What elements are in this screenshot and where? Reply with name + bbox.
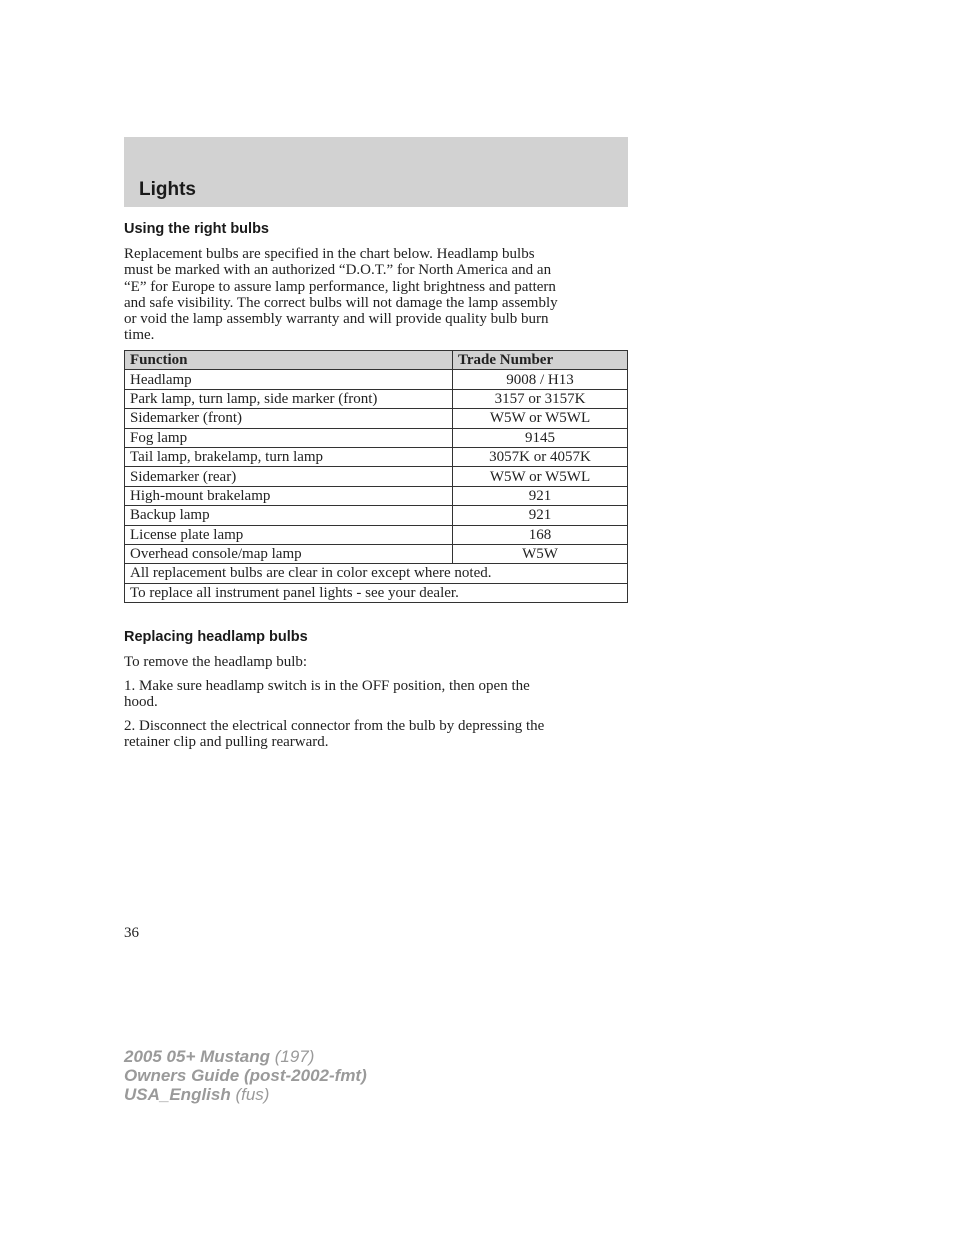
trade-number-cell: W5W or W5WL	[453, 467, 628, 486]
intro-line: Replacement bulbs are specified in the chart below. Headlamp bulbs	[124, 246, 535, 262]
step-2-line: retainer clip and pulling rearward.	[124, 734, 329, 751]
table-note-row	[125, 583, 628, 602]
function-cell: Tail lamp, brakelamp, turn lamp	[125, 447, 453, 466]
table-row	[125, 467, 628, 486]
step-1-line: 1. Make sure headlamp switch is in the OFF position, then open the	[124, 678, 530, 694]
table-row	[125, 544, 628, 563]
function-cell: Sidemarker (front)	[125, 409, 453, 428]
function-cell: Backup lamp	[125, 506, 453, 525]
table-row	[125, 370, 628, 389]
table-row	[125, 409, 628, 428]
step-2	[124, 718, 624, 751]
step-1	[124, 678, 624, 711]
trade-number-cell: 9145	[453, 428, 628, 447]
step-1-line: hood.	[124, 694, 158, 711]
heading-replacing-headlamp-bulbs: Replacing headlamp bulbs	[124, 629, 308, 645]
step-2-line: 2. Disconnect the electrical connector from the bulb by depressing the	[124, 718, 545, 734]
page-number: 36	[124, 925, 139, 941]
table-header-row	[125, 351, 628, 370]
trade-number-cell: 3157 or 3157K	[453, 389, 628, 408]
function-cell: Fog lamp	[125, 428, 453, 447]
footer-line-3	[124, 1085, 367, 1104]
intro-paragraph	[124, 246, 624, 344]
bulb-table	[124, 350, 628, 603]
function-cell: Headlamp	[125, 370, 453, 389]
heading-using-right-bulbs: Using the right bulbs	[124, 221, 269, 237]
table-row	[125, 447, 628, 466]
trade-number-cell: 168	[453, 525, 628, 544]
section-title: Lights	[139, 179, 196, 200]
table-row	[125, 428, 628, 447]
footer-language: USA_English	[124, 1085, 231, 1104]
intro-line: “E” for Europe to assure lamp performance, light brightness and pattern	[124, 278, 556, 295]
table-note-row	[125, 564, 628, 583]
remove-intro: To remove the headlamp bulb:	[124, 654, 308, 670]
footer-line-2	[124, 1066, 367, 1085]
trade-number-cell: 921	[453, 506, 628, 525]
function-cell: License plate lamp	[125, 525, 453, 544]
footer-model-code: (197)	[270, 1047, 315, 1066]
trade-number-cell: 921	[453, 486, 628, 505]
footer-line-1	[124, 1047, 367, 1066]
table-row	[125, 486, 628, 505]
trade-number-cell: W5W or W5WL	[453, 409, 628, 428]
section-header-bar	[124, 137, 628, 207]
function-cell: Sidemarker (rear)	[125, 467, 453, 486]
intro-line: or void the lamp assembly warranty and will provide quality bulb burn	[124, 311, 549, 328]
table-note: To replace all instrument panel lights - see your dealer.	[125, 583, 628, 602]
footer-guide: Owners Guide (post-2002-fmt)	[124, 1066, 367, 1085]
trade-number-cell: 3057K or 4057K	[453, 447, 628, 466]
function-cell: High-mount brakelamp	[125, 486, 453, 505]
function-cell: Overhead console/map lamp	[125, 544, 453, 563]
table-row	[125, 506, 628, 525]
trade-number-cell: W5W	[453, 544, 628, 563]
intro-line: must be marked with an authorized “D.O.T.” for North America and an	[124, 262, 552, 279]
footer-language-code: (fus)	[230, 1085, 270, 1104]
intro-line: and safe visibility. The correct bulbs will not damage the lamp assembly	[124, 294, 558, 311]
function-cell: Park lamp, turn lamp, side marker (front)	[125, 389, 453, 408]
table-row	[125, 389, 628, 408]
column-header-trade-number: Trade Number	[453, 351, 628, 370]
table-note: All replacement bulbs are clear in color except where noted.	[125, 564, 628, 583]
trade-number-cell: 9008 / H13	[453, 370, 628, 389]
table-row	[125, 525, 628, 544]
document-footer	[124, 1047, 367, 1104]
footer-model: 2005 05+ Mustang	[124, 1047, 270, 1066]
intro-line: time.	[124, 327, 155, 344]
column-header-function: Function	[125, 351, 453, 370]
